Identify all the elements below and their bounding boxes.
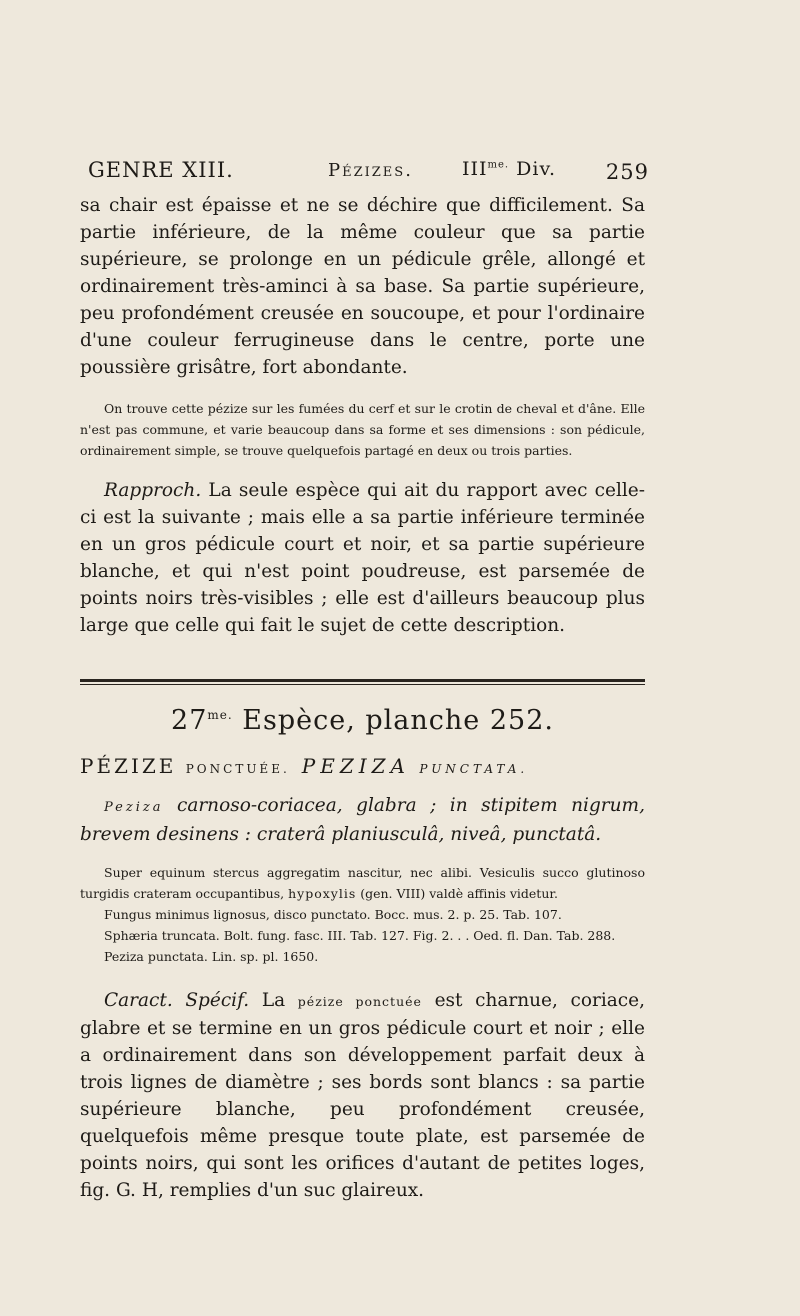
intro-paragraph: sa chair est épaisse et ne se déchire que difficilement. Sa partie inférieure, de la même couleur que sa partie supérieure, se prolonge en un pédicule grêle, allongé et ordinairement très-aminci à sa base. Sa partie supérieure, peu profondément creusée en soucoupe, et pour l'ordinaire d'une couleur ferrugineuse dans le centre, porte une poussière grisâtre, fort abondante. [80, 195, 645, 378]
reference-line: Peziza punctata. Lin. sp. pl. 1650. [104, 949, 319, 964]
caract-name: pézize ponctuée [297, 994, 422, 1009]
species-heading: $27^{me.}$ Espèce, planche 252. [171, 705, 554, 736]
rapproch-text: La seule espèce qui ait du rapport avec celle-ci est la suivante ; mais elle a sa partie inférieure terminée en un gros pédicule court et noir, et sa partie supérieure blanche, et qui n'est point poudreuse, est parsemée de points noirs très-visibles ; elle est d'ailleurs beaucoup plus large que celle qui fait le sujet de cette description. [80, 480, 645, 636]
reference-line: Fungus minimus lignosus, disco punctato. Bocc. mus. 2. p. 25. Tab. 107. [104, 907, 562, 922]
rapproch-label: Rapproch. [104, 480, 202, 501]
rapproch-paragraph [80, 477, 645, 639]
section-divider [80, 679, 645, 685]
caract-paragraph: Caract. Spécif. La pézize ponctuée est charnue, coriace, glabre et se termine en un gros pédicule court et noir ; elle a ordinairement dans son développement parfait deux à trois lignes de diamètre ; ses bords sont blancs : sa partie supérieure blanche, peu profondément creusée, quelquefois même presque toute plate, est parsemée de points noirs, qui sont les orifices d'autant de petites loges, fig. G. H, remplies d'un suc glaireux. [80, 990, 645, 1201]
latin-habitat: Super equinum stercus aggregatim nascitur, nec alibi. Vesiculis succo glutinoso turgidis crateram occupantibus, hypoxylis (gen. VIII) valdè affinis videtur. [80, 865, 645, 901]
caract-label: Caract. Spécif. [104, 990, 250, 1011]
header-pezizes: Pézizes. [328, 160, 413, 181]
name-lat-species: PUNCTATA. [419, 762, 529, 776]
page-content [80, 158, 649, 1204]
name-fr-first: PÉZIZE [80, 754, 177, 778]
header-genre: GENRE XIII. [88, 158, 234, 182]
diagnosis-text: carnoso-coriacea, glabra ; in stipitem nigrum, brevem desinens : craterâ planiusculâ, niveâ, punctatâ. [80, 795, 645, 845]
page-number: 259 [605, 160, 649, 184]
diagnosis-genus: Peziza [104, 800, 164, 815]
running-header [80, 158, 649, 192]
caract-text: est charnue, coriace, glabre et se termine en un gros pédicule court et noir ; elle a ordinairement dans son développement parfait deux à trois lignes de diamètre ; ses bords sont blancs : sa partie supérieure blanche, peu profondément creusée, quelquefois même presque toute plate, est parsemée de points noirs, qui sont les orifices d'autant de petites loges, fig. G. H, remplies d'un suc glaireux. [80, 990, 645, 1201]
habitat-genus-ref: hypoxylis [288, 886, 357, 901]
reference-line: Sphæria truncata. Bolt. fung. fasc. III. Tab. 127. Fig. 2. . . Oed. fl. Dan. Tab. 288. [104, 928, 616, 943]
header-division: $III^{me.}$ Div. [462, 158, 557, 180]
species-name [80, 754, 645, 778]
latin-diagnosis [80, 792, 645, 848]
habitat-note: On trouve cette pézize sur les fumées du cerf et sur le crotin de cheval et d'âne. Elle n'est pas commune, et varie beaucoup dans sa forme et ses dimensions : son pédicule, ordinairement simple, se trouve quelquefois partagé en deux ou trois parties. [80, 401, 645, 458]
name-lat-genus: PEZIZA [301, 754, 410, 778]
name-fr-second: PONCTUÉE. [185, 762, 290, 776]
